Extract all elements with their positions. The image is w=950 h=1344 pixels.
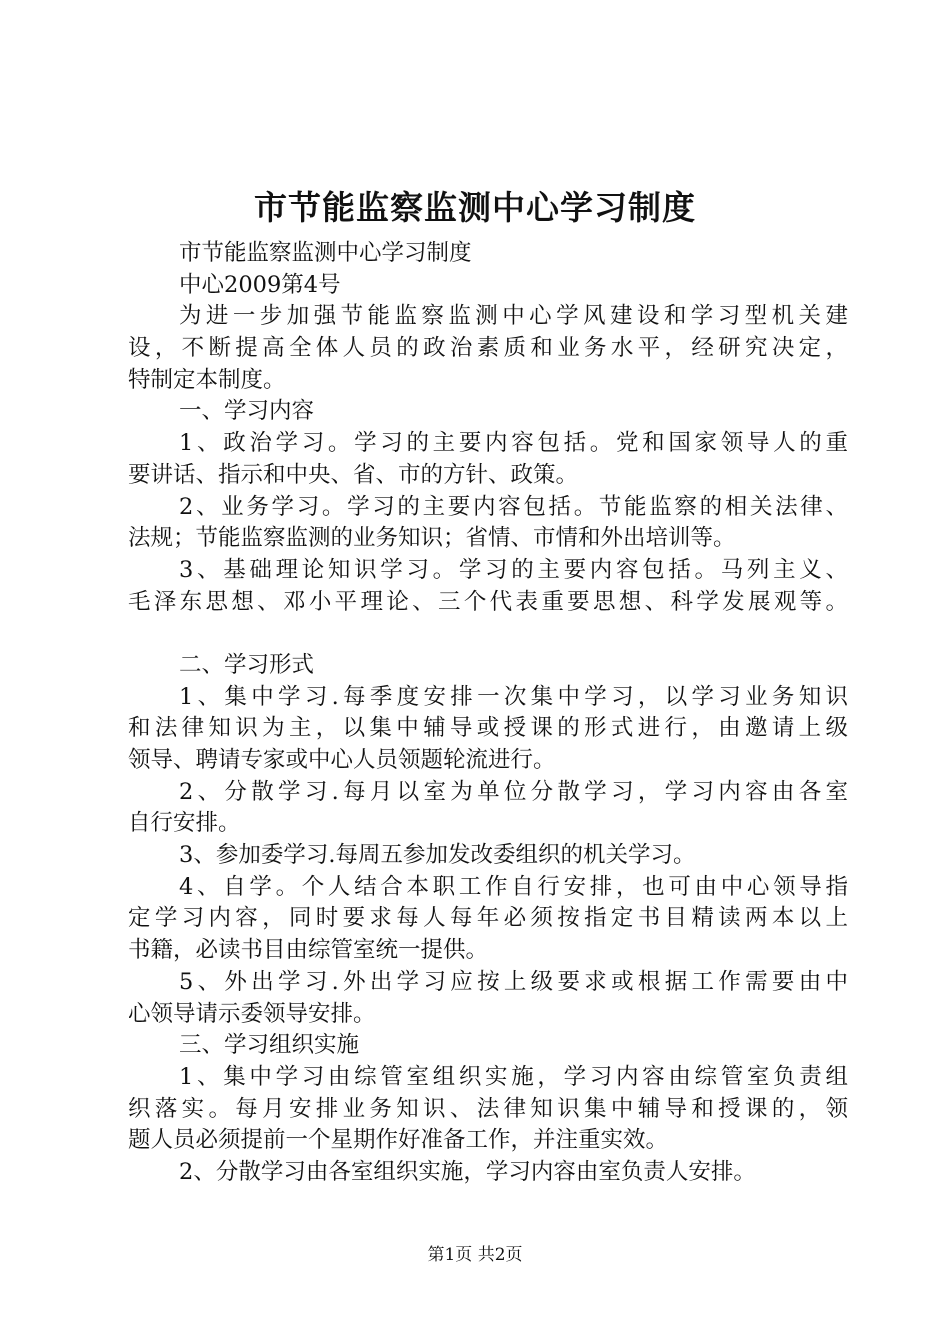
body-line: 定学习内容，同时要求每人每年必须按指定书目精读两本以上: [128, 905, 848, 932]
document-title: 市节能监察监测中心学习制度: [254, 188, 696, 227]
body-line: 中心2009第4号: [179, 271, 341, 298]
body-line: 法规；节能监察监测的业务知识；省情、市情和外出培训等。: [128, 525, 736, 552]
body-line: 毛泽东思想、邓小平理论、三个代表重要思想、科学发展观等。: [128, 588, 848, 615]
body-line: 心领导请示委领导安排。: [128, 1000, 376, 1027]
body-line: 1、集中学习由综管室组织实施，学习内容由综管室负责组: [179, 1063, 848, 1090]
body-line: 织落实。每月安排业务知识、法律知识集中辅导和授课的，领: [128, 1095, 848, 1122]
blank-line: [128, 618, 848, 650]
body-line: 设，不断提高全体人员的政治素质和业务水平，经研究决定，: [128, 335, 848, 362]
body-line: 2、业务学习。学习的主要内容包括。节能监察的相关法律、: [179, 493, 848, 520]
body-line: 题人员必须提前一个星期作好准备工作，并注重实效。: [128, 1127, 669, 1154]
body-line: 书籍，必读书目由综管室统一提供。: [128, 937, 489, 964]
body-line: 4、自学。个人结合本职工作自行安排，也可由中心领导指: [179, 873, 848, 900]
body-line: 2、分散学习由各室组织实施，学习内容由室负责人安排。: [179, 1158, 756, 1185]
section-heading: 二、学习形式: [179, 651, 315, 678]
section-heading: 三、学习组织实施: [179, 1032, 360, 1059]
document-body: [128, 238, 848, 1189]
body-line: 1、集中学习.每季度安排一次集中学习，以学习业务知识: [179, 683, 848, 710]
body-line: 3、基础理论知识学习。学习的主要内容包括。马列主义、: [179, 556, 848, 583]
body-line: 5、外出学习.外出学习应按上级要求或根据工作需要由中: [179, 968, 848, 995]
body-line: 和法律知识为主，以集中辅导或授课的形式进行，由邀请上级: [128, 715, 848, 742]
body-line: 要讲话、指示和中央、省、市的方针、政策。: [128, 461, 579, 488]
body-line: 3、参加委学习.每周五参加发改委组织的机关学习。: [179, 842, 696, 869]
body-line: 为进一步加强节能监察监测中心学风建设和学习型机关建: [179, 303, 848, 330]
page-footer: 第1页 共2页: [427, 1245, 523, 1265]
body-line: 领导、聘请专家或中心人员领题轮流进行。: [128, 747, 556, 773]
body-line: 市节能监察监测中心学习制度: [179, 240, 472, 266]
body-line: 2、分散学习.每月以室为单位分散学习，学习内容由各室: [179, 778, 848, 805]
body-line: 1、政治学习。学习的主要内容包括。党和国家领导人的重: [179, 430, 848, 457]
section-heading: 一、学习内容: [179, 398, 315, 425]
body-line: 特制定本制度。: [128, 366, 286, 393]
body-line: 自行安排。: [128, 810, 241, 837]
